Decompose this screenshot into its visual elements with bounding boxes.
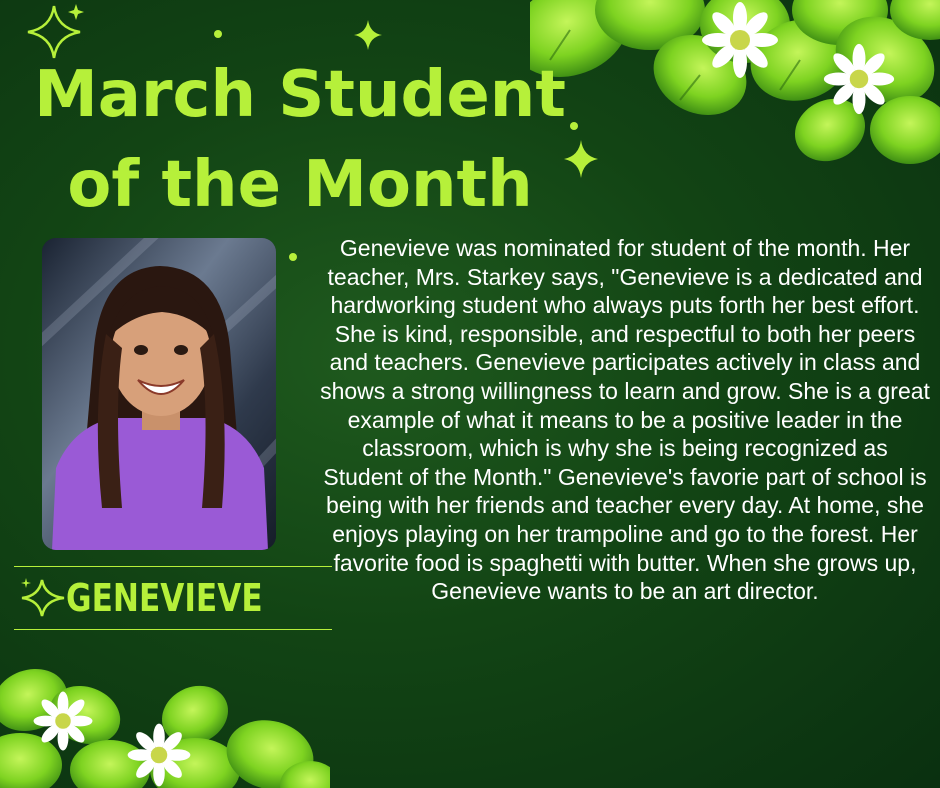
flower-icon [32, 690, 94, 752]
student-description: Genevieve was nominated for student of the month. Her teacher, Mrs. Starkey says, "Genevieve is a dedicated and hardworking student who always puts forth her best effort. She is kind, responsible, and respectful to both her peers and teachers. Genevieve participates actively in class and shows a strong willingness to learn and grow. She is a great example of what it means to be a positive leader in the classroom, which is why she is being recognized as Student of the Month." Genevieve's favorie part of school is being with her friends and teacher every day. At home, she enjoys playing on her trampoline and go to the forest. Her favorite food is spaghetti with butter. When she grows up, Genevieve wants to be an art director. [320, 235, 930, 605]
sparkle-dot [214, 30, 222, 38]
flower-icon [822, 42, 896, 116]
divider [14, 566, 332, 567]
sparkle-icon [352, 18, 384, 52]
student-name: GENEVIEVE [66, 576, 263, 620]
student-photo [42, 238, 276, 550]
flower-icon [126, 722, 192, 788]
page-title: March Student of the Month [34, 58, 566, 222]
flower-icon [700, 0, 780, 80]
sparkle-icon [20, 576, 68, 620]
sparkle-dot [570, 122, 578, 130]
divider [14, 629, 332, 630]
sparkle-dot [289, 253, 297, 261]
student-name-banner [14, 566, 332, 630]
